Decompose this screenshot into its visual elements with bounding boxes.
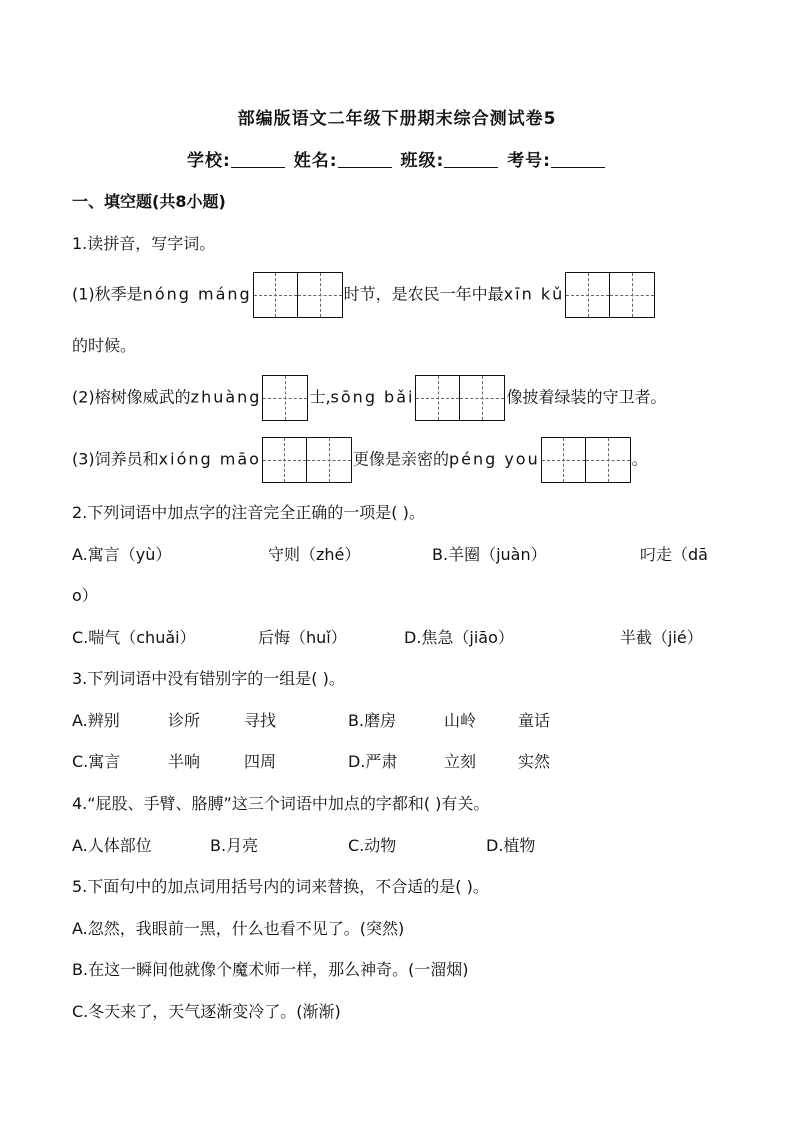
- q1-p1-writing-grid-1[interactable]: [253, 272, 343, 318]
- q1-p1-writing-grid-2[interactable]: [565, 272, 655, 318]
- q4-option-d: D.植物: [486, 836, 536, 855]
- q3-option-b-1: B.磨房: [348, 711, 397, 730]
- q2-stem: 2.下列词语中加点字的注音完全正确的一项是( )。: [72, 503, 425, 522]
- q1-part1: [72, 272, 734, 318]
- number-label: 考号:: [507, 151, 551, 171]
- q4-option-b: B.月亮: [210, 836, 259, 855]
- q5-option-c: C.冬天来了，天气逐渐变冷了。(渐渐): [72, 1002, 341, 1021]
- q1-p3-text-b: 更像是亲密的: [352, 449, 449, 469]
- q4-option-a: A.人体部位: [72, 836, 152, 855]
- school-blank[interactable]: [231, 151, 285, 168]
- q3-option-c-1: C.寓言: [72, 752, 121, 771]
- class-blank[interactable]: [444, 151, 498, 168]
- q1-part3: [72, 437, 734, 483]
- q1-p2-text-c: 像披着绿装的守卫者。: [506, 387, 667, 407]
- q3-option-a-3: 寻找: [244, 711, 277, 730]
- class-label: 班级:: [400, 151, 445, 171]
- q1-p2-writing-grid-1[interactable]: [262, 375, 308, 421]
- number-blank[interactable]: [551, 151, 605, 168]
- q3-option-a-2: 诊所: [168, 711, 201, 730]
- q2-option-a: A.寓言（yù）: [72, 545, 172, 564]
- q3-stem: 3.下列词语中没有错别字的一组是( )。: [72, 669, 345, 688]
- q1-p3-text-c: 。: [631, 449, 648, 469]
- q1-p3-writing-grid-2[interactable]: [541, 437, 631, 483]
- q5-option-a: A.忽然，我眼前一黑，什么也看不见了。(突然): [72, 919, 405, 938]
- q1-p3-pinyin2: péng you: [448, 449, 540, 469]
- q5-option-b: B.在这一瞬间他就像个魔术师一样，那么神奇。(一溜烟): [72, 960, 469, 979]
- q1-p2-pinyin2: sōng bǎi: [330, 387, 415, 407]
- q3-option-c-2: 半响: [168, 752, 201, 771]
- q2-option-c-2: 后悔（huǐ）: [258, 628, 347, 647]
- q2-option-d: D.焦急（jiāo）: [404, 628, 514, 647]
- name-label: 姓名:: [293, 151, 338, 171]
- q4-option-c: C.动物: [348, 836, 397, 855]
- q1-part2: [72, 375, 734, 421]
- q4-stem: 4.“屁股、手臂、胳膊”这三个词语中加点的字都和( )有关。: [72, 794, 490, 813]
- q1-p2-text-a: (2)榕树像威武的: [72, 387, 191, 407]
- q2-option-c: C.喘气（chuǎi）: [72, 628, 196, 647]
- q1-p2-writing-grid-2[interactable]: [415, 375, 505, 421]
- q1-p1-text-c: 的时候。: [72, 336, 137, 355]
- q2-option-b: B.羊圈（juàn）: [432, 545, 547, 564]
- q3-option-b-2: 山岭: [444, 711, 477, 730]
- q2-option-b-2-wrap: o）: [72, 586, 98, 605]
- q3-option-d-1: D.严肃: [348, 752, 398, 771]
- q2-option-a-2: 守则（zhé）: [268, 545, 361, 564]
- q1-p1-pinyin1: nóng máng: [142, 284, 252, 304]
- q3-option-a-1: A.辨别: [72, 711, 120, 730]
- q1-p1-text-b: 时节，是农民一年中最: [343, 284, 504, 304]
- student-info-line: [0, 146, 794, 171]
- section-heading: 一、填空题(共8小题): [72, 192, 226, 211]
- q3-option-d-3: 实然: [518, 752, 551, 771]
- exam-title: 部编版语文二年级下册期末综合测试卷5: [237, 109, 557, 129]
- q3-option-d-2: 立刻: [444, 752, 477, 771]
- q1-p2-text-b: 士,: [309, 387, 331, 407]
- q5-stem: 5.下面句中的加点词用括号内的词来替换，不合适的是( )。: [72, 877, 489, 896]
- q2-option-d-2: 半截（jié）: [620, 628, 703, 647]
- q1-p3-text-a: (3)饲养员和: [72, 449, 159, 469]
- q2-option-b-2: 叼走（dā: [640, 545, 708, 564]
- q1-stem: 1.读拼音，写字词。: [72, 234, 216, 253]
- school-label: 学校:: [186, 151, 231, 171]
- q1-p1-text-a: (1)秋季是: [72, 284, 143, 304]
- q1-p2-pinyin1: zhuàng: [190, 387, 262, 407]
- q3-option-b-3: 童话: [518, 711, 551, 730]
- q1-p3-pinyin1: xióng māo: [158, 449, 261, 469]
- q1-p3-writing-grid-1[interactable]: [262, 437, 352, 483]
- q1-p1-pinyin2: xīn kǔ: [503, 284, 565, 304]
- name-blank[interactable]: [338, 151, 392, 168]
- q3-option-c-3: 四周: [244, 752, 277, 771]
